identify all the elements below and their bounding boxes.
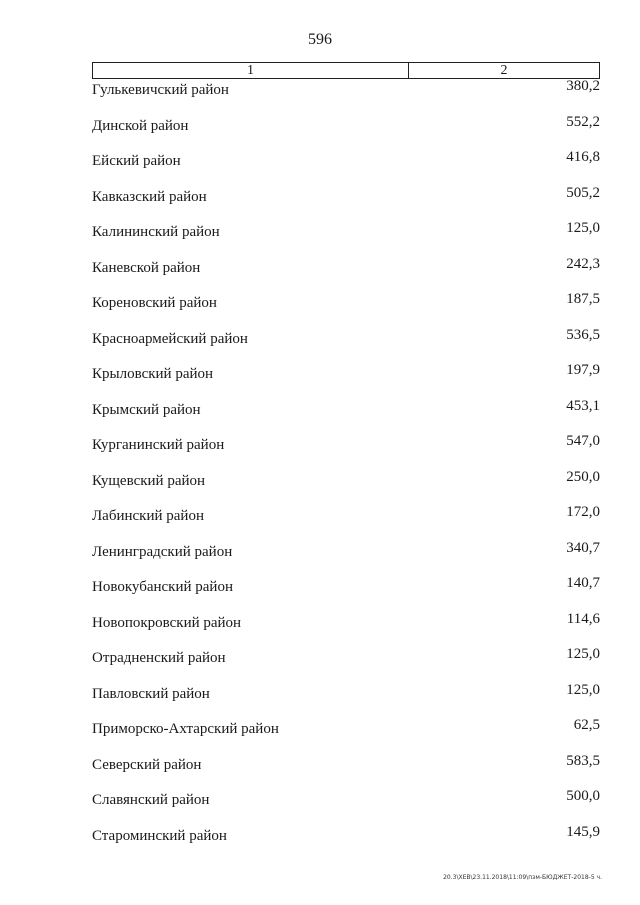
district-value: 62,5	[573, 717, 600, 733]
district-value: 505,2	[566, 184, 600, 201]
table-row	[92, 149, 600, 189]
table-row	[92, 220, 600, 260]
table-row	[92, 610, 600, 651]
district-value: 145,9	[566, 823, 600, 840]
district-value: 500,0	[566, 788, 600, 804]
table-row	[92, 397, 600, 438]
district-name: Курганинский район	[92, 437, 225, 453]
district-value: 242,3	[566, 255, 600, 272]
table-column-header	[92, 62, 600, 79]
district-value: 416,8	[566, 149, 600, 165]
table-row	[92, 362, 600, 402]
table-row	[92, 575, 600, 615]
table-row	[92, 326, 600, 367]
table-row	[92, 291, 600, 331]
table-body	[92, 78, 600, 863]
district-name: Ленинградский район	[92, 543, 233, 560]
table-row	[92, 78, 600, 118]
district-name: Кореновский район	[92, 295, 217, 311]
district-name: Крымский район	[92, 401, 201, 418]
table-row	[92, 717, 600, 757]
district-name: Калининский район	[92, 224, 220, 240]
page-number: 596	[308, 31, 332, 48]
district-value: 552,2	[566, 113, 600, 130]
district-value: 125,0	[566, 681, 600, 698]
district-name: Красноармейский район	[92, 330, 248, 347]
district-name: Северский район	[92, 756, 202, 773]
district-name: Динской район	[92, 117, 189, 134]
district-value: 187,5	[566, 291, 600, 307]
table-row	[92, 433, 600, 473]
district-name: Ейский район	[92, 153, 181, 169]
district-name: Кавказский район	[92, 188, 207, 205]
district-name: Новокубанский район	[92, 579, 233, 595]
district-name: Новопокровский район	[92, 614, 242, 631]
district-value: 583,5	[566, 752, 600, 769]
district-value: 340,7	[566, 539, 600, 556]
district-name: Кущевский район	[92, 472, 206, 489]
table-row	[92, 113, 600, 154]
district-value: 536,5	[566, 326, 600, 343]
district-name: Староминский район	[92, 827, 227, 844]
district-value: 125,0	[566, 220, 600, 236]
district-name: Павловский район	[92, 685, 210, 702]
table-row	[92, 184, 600, 225]
table-row	[92, 788, 600, 828]
column-header-2: 2	[500, 63, 508, 78]
table-row	[92, 646, 600, 686]
table-row	[92, 823, 600, 864]
district-name: Отрадненский район	[92, 650, 226, 666]
table-row	[92, 468, 600, 509]
district-value: 197,9	[566, 362, 600, 378]
document-footer-code: 20.3\ХЕВ\23.11.2018\11:09\пзм-БЮДЖЕТ-2018-5 ч.	[443, 874, 602, 881]
district-name: Лабинский район	[92, 508, 204, 524]
district-name: Крыловский район	[92, 366, 214, 382]
table-row	[92, 681, 600, 722]
column-header-1: 1	[93, 63, 409, 78]
district-value: 453,1	[566, 397, 600, 414]
table-row	[92, 752, 600, 793]
district-name: Гулькевичский район	[92, 82, 229, 98]
district-value: 172,0	[566, 504, 600, 520]
district-value: 380,2	[566, 78, 600, 94]
district-value: 250,0	[566, 468, 600, 485]
table-row	[92, 504, 600, 544]
district-value: 547,0	[566, 433, 600, 449]
table-row	[92, 255, 600, 296]
district-name: Славянский район	[92, 792, 210, 808]
district-name: Приморско-Ахтарский район	[92, 721, 279, 737]
district-value: 114,6	[566, 610, 600, 627]
district-name: Каневской район	[92, 259, 201, 276]
table-row	[92, 539, 600, 580]
district-value: 125,0	[566, 646, 600, 662]
district-value: 140,7	[566, 575, 600, 591]
